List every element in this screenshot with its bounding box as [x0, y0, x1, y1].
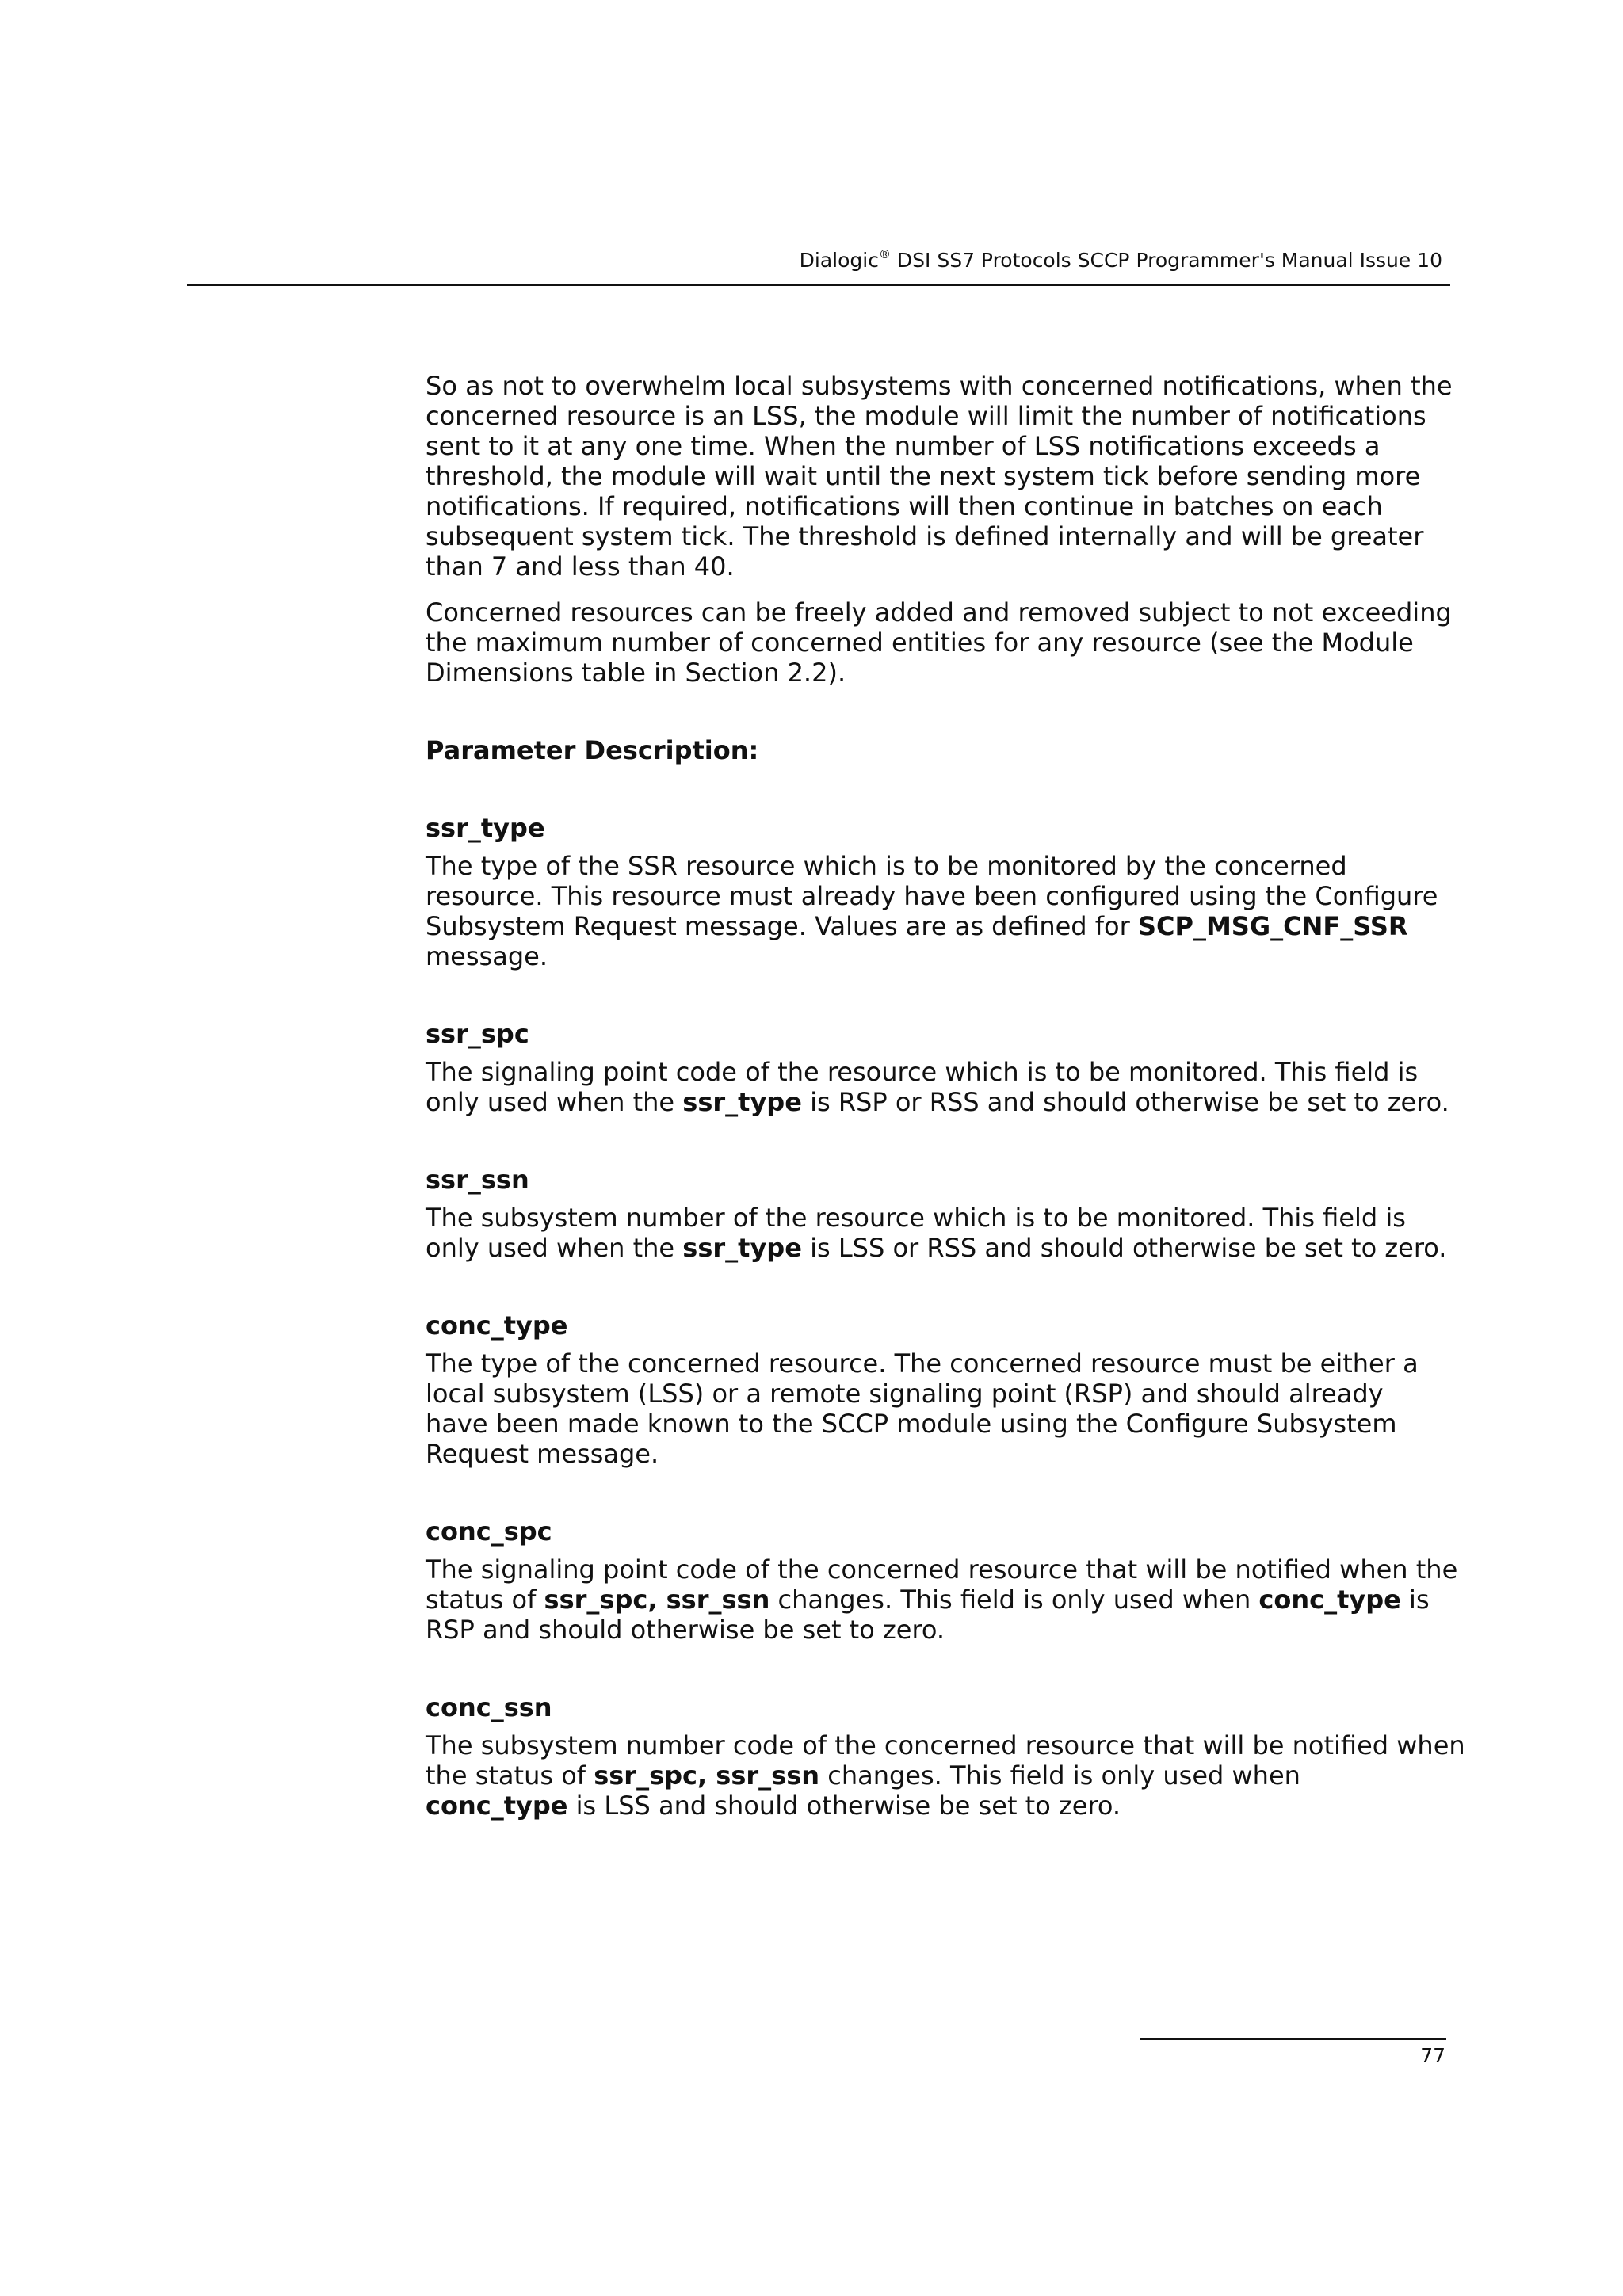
text-line	[426, 1439, 1456, 1469]
text-run: only used when the	[426, 1233, 683, 1263]
text-line: sent to it at any one time. When the number of LSS notifications exceeds a	[426, 431, 1381, 461]
text-line	[426, 1233, 1456, 1263]
page-number: 77	[1420, 2044, 1445, 2067]
parameter-name: conc_ssn	[426, 1692, 552, 1722]
text-run: message.	[426, 941, 548, 971]
text-line	[426, 1057, 1456, 1087]
bold-term: SCP_MSG_CNF_SSR	[1137, 911, 1408, 941]
bold-term: ssr_type	[682, 1087, 802, 1117]
intro-paragraph	[426, 371, 1456, 582]
text-run: the status of	[426, 1760, 594, 1791]
text-line	[426, 881, 1456, 911]
text-run: is LSS and should otherwise be set to zero.	[567, 1791, 1121, 1821]
text-line	[426, 1409, 1456, 1439]
parameter-list	[426, 813, 1465, 1821]
bold-term: conc_type	[426, 1791, 568, 1821]
text-run: Subsystem Request message. Values are as defined for	[426, 911, 1138, 941]
bold-term: ssr_spc, ssr_ssn	[594, 1760, 820, 1791]
text-run: The signaling point code of the resource which is to be monitored. This field is	[426, 1057, 1419, 1087]
text-line: So as not to overwhelm local subsystems with concerned notifications, when the	[426, 371, 1453, 401]
registered-trademark: ®	[878, 247, 891, 261]
parameter-ssr-ssn	[426, 1165, 1456, 1263]
text-run: is RSP or RSS and should otherwise be set to zero.	[801, 1087, 1449, 1117]
text-run: only used when the	[426, 1087, 683, 1117]
text-run: is LSS or RSS and should otherwise be set to zero.	[801, 1233, 1447, 1263]
bold-term: ssr_spc, ssr_ssn	[544, 1585, 770, 1615]
text-line	[426, 851, 1456, 881]
text-line	[426, 1615, 1456, 1645]
text-line	[426, 1730, 1465, 1760]
text-run: local subsystem (LSS) or a remote signaling point (RSP) and should already	[426, 1379, 1384, 1409]
parameter-conc-ssn	[426, 1692, 1465, 1821]
footer-rule	[1140, 2038, 1446, 2040]
parameter-ssr-spc	[426, 1019, 1456, 1117]
concerned-resources-paragraph	[426, 597, 1456, 688]
text-line: concerned resource is an LSS, the module will limit the number of notifications	[426, 401, 1426, 431]
parameter-description	[426, 1554, 1456, 1645]
section-heading: Parameter Description:	[426, 735, 759, 765]
parameter-description	[426, 1057, 1456, 1117]
text-line	[426, 1554, 1456, 1585]
text-run: changes. This field is only used when	[819, 1760, 1300, 1791]
text-run: resource. This resource must already have been configured using the Configure	[426, 881, 1438, 911]
text-run: The type of the SSR resource which is to be monitored by the concerned	[426, 851, 1347, 881]
parameter-name: ssr_type	[426, 813, 545, 843]
text-run: The subsystem number code of the concerned resource that will be notified when	[426, 1730, 1465, 1760]
parameter-conc-spc	[426, 1516, 1456, 1645]
text-line: the maximum number of concerned entities for any resource (see the Module	[426, 627, 1414, 658]
parameter-name: ssr_spc	[426, 1019, 529, 1049]
page-header	[187, 242, 1450, 286]
text-line: notifications. If required, notifications will then continue in batches on each	[426, 491, 1383, 521]
bold-term: ssr_type	[682, 1233, 802, 1263]
text-line	[426, 1348, 1456, 1379]
text-run: The type of the concerned resource. The concerned resource must be either a	[426, 1348, 1419, 1379]
parameter-description	[426, 851, 1456, 971]
text-run: The signaling point code of the concerned resource that will be notified when the	[426, 1554, 1458, 1585]
text-line: threshold, the module will wait until the next system tick before sending more	[426, 461, 1421, 491]
text-line: subsequent system tick. The threshold is defined internally and will be greater	[426, 521, 1424, 551]
parameter-name: conc_type	[426, 1310, 568, 1341]
parameter-ssr-type	[426, 813, 1456, 971]
parameter-conc-type	[426, 1310, 1456, 1469]
parameter-description	[426, 1730, 1465, 1821]
text-line	[426, 911, 1456, 941]
bold-term: conc_type	[1258, 1585, 1401, 1615]
parameter-description	[426, 1348, 1456, 1469]
text-line	[426, 1087, 1456, 1117]
text-line: than 7 and less than 40.	[426, 551, 735, 582]
parameter-name: ssr_ssn	[426, 1165, 529, 1195]
text-run: RSP and should otherwise be set to zero.	[426, 1615, 945, 1645]
text-line	[426, 1585, 1456, 1615]
brand-name: Dialogic	[799, 249, 879, 272]
document-title-rest: DSI SS7 Protocols SCCP Programmer's Manual Issue 10	[890, 249, 1442, 272]
text-run: have been made known to the SCCP module using the Configure Subsystem	[426, 1409, 1397, 1439]
text-line	[426, 941, 1456, 971]
text-run: Request message.	[426, 1439, 659, 1469]
main-content	[426, 371, 1465, 1821]
text-run: The subsystem number of the resource which is to be monitored. This field is	[426, 1203, 1406, 1233]
document-title	[800, 249, 1442, 272]
text-line: Dimensions table in Section 2.2).	[426, 658, 846, 688]
parameter-description	[426, 1203, 1456, 1263]
text-run: status of	[426, 1585, 544, 1615]
text-run: changes. This field is only used when	[769, 1585, 1259, 1615]
text-line	[426, 1379, 1456, 1409]
text-line	[426, 1203, 1456, 1233]
text-run: is	[1400, 1585, 1430, 1615]
parameter-name: conc_spc	[426, 1516, 552, 1547]
text-line: Concerned resources can be freely added and removed subject to not exceeding	[426, 597, 1452, 627]
text-line	[426, 1760, 1456, 1791]
text-line	[426, 1791, 1456, 1821]
